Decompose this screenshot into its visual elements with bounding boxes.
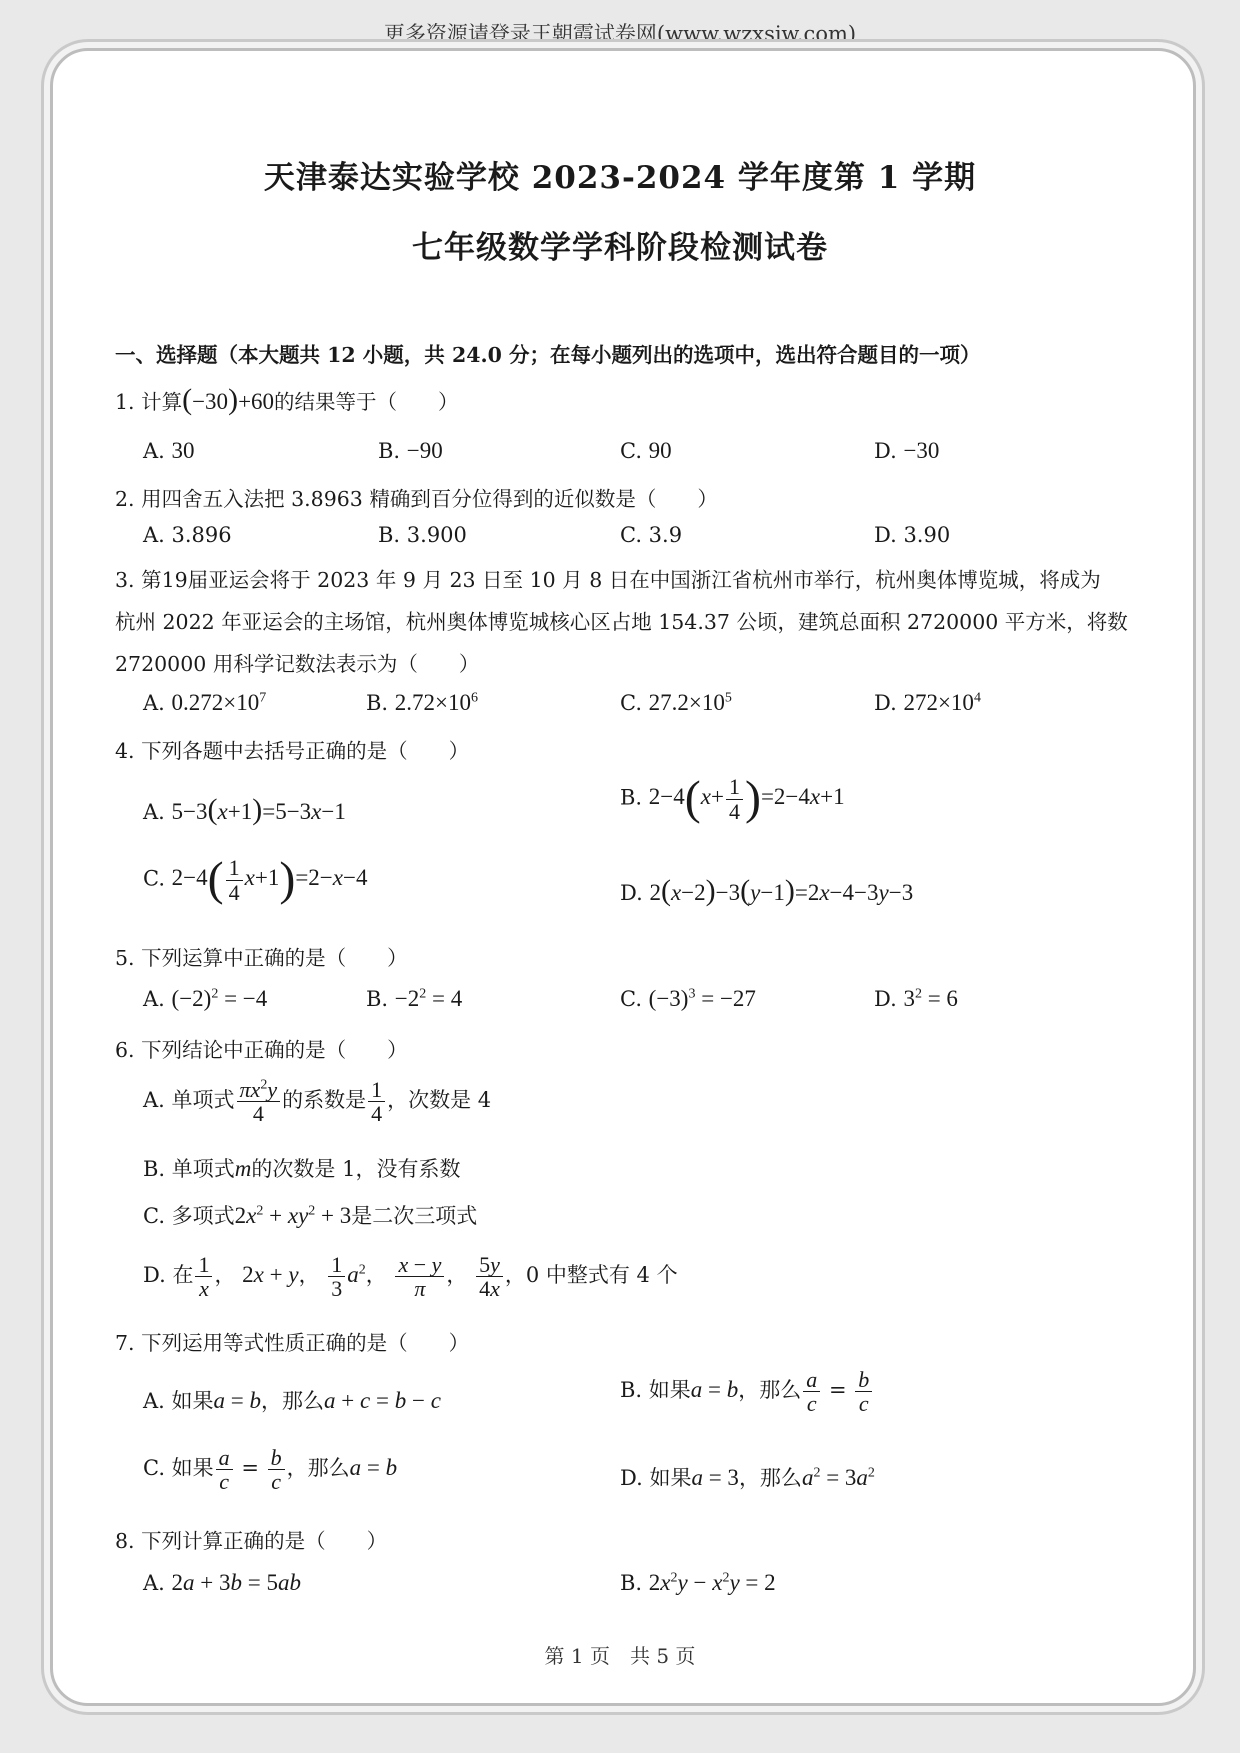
question-7: 7. 下列运用等式性质正确的是（ ） (115, 1331, 470, 1355)
exam-subtitle: 七年级数学学科阶段检测试卷 (412, 230, 828, 266)
q8-option-a: A. 2a + 3b = 5ab (143, 1570, 301, 1595)
q3-option-a: A. $0.272\times 10^7$ (143, 690, 267, 715)
question-3-line-3: 2720000 用科学记数法表示为（ ） (115, 652, 480, 676)
q1-expression: (−30)+60 (182, 383, 275, 416)
q4-option-a: A. 5−3(x+1)=5−3x−1 (143, 793, 346, 826)
question-6: 6. 下列结论中正确的是（ ） (115, 1038, 408, 1062)
q6-option-c: C. 多项式$2x^2 + xy^2 + 3$是二次三项式 (143, 1203, 478, 1228)
q1-option-b: B. −90 (378, 438, 443, 463)
q4-option-c: C. 2−4( $\frac{1}{4}$ x+1)=2−x−4 (143, 853, 368, 906)
q8-option-b: B. $2x^2y - x^2y = 2$ (620, 1570, 776, 1595)
q4-option-b: B. 2−4(x+ $\frac{1}{4}$ )=2−4x+1 (620, 772, 845, 825)
q5-option-d: D. $3^2 = 6$ (874, 986, 958, 1011)
q5-option-c: C. $(-3)^3 = -27$ (620, 986, 756, 1011)
q3-option-c: C. $27.2\times 10^5$ (620, 690, 732, 715)
q6-option-b: B. 单项式m的次数是 1，没有系数 (143, 1156, 461, 1181)
q7-option-b: B. 如果a = b，那么 $\frac{a}{c}$ = $\frac{b}{c}$ (620, 1368, 874, 1415)
q1-option-d: D. −30 (874, 438, 940, 463)
section-heading: 一、选择题（本大题共 12 小题，共 24.0 分；在每小题列出的选项中，选出符合题目的一项） (115, 343, 981, 367)
q6-option-a: A. 单项式 $\frac{\pi x^2y}{4}$ 的系数是 $\frac{1}{4}$ ，次数是 4 (143, 1077, 492, 1127)
q2-option-c: C. 3.9 (620, 523, 683, 547)
q1-stem-pre: 1. 计算 (115, 390, 183, 414)
q3-option-d: D. $272\times 10^4$ (874, 690, 981, 715)
q3-option-b: B. $2.72\times 10^6$ (366, 690, 479, 715)
q7-option-c: C. 如果 $\frac{a}{c}$ = $\frac{b}{c}$ ，那么a = b (143, 1445, 398, 1495)
q4-option-d: D. 2(x−2)−3(y−1)=2x−4−3y−3 (620, 874, 914, 907)
question-8: 8. 下列计算正确的是（ ） (115, 1529, 388, 1553)
q2-option-d: D. 3.90 (874, 523, 951, 547)
header-note: 更多资源请登录王朝霞试卷网(www.wzxsjw.com) (383, 22, 857, 46)
q5-option-b: B. $-2^2 = 4$ (366, 986, 463, 1011)
q7-option-a: A. 如果a = b，那么a + c = b − c (143, 1388, 441, 1413)
q2-option-a: A. 3.896 (143, 523, 232, 547)
q1-stem-post: 的结果等于（ ） (274, 390, 459, 414)
q7-option-d: D. 如果a = 3，那么$a^2 = 3a^2$ (620, 1465, 875, 1490)
question-3-line-2: 杭州 2022 年亚运会的主场馆，杭州奥体博览城核心区占地 154.37 公顷，建筑总面积 2720000 平方米，将数 (115, 610, 1128, 634)
question-3-line-1: 3. 第19届亚运会将于 2023 年 9 月 23 日至 10 月 8 日在中国浙江省杭州市举行，杭州奥体博览城，将成为 (115, 568, 1101, 592)
question-5: 5. 下列运算中正确的是（ ） (115, 946, 408, 970)
question-1 (115, 383, 459, 417)
exam-title: 天津泰达实验学校 2023-2024 学年度第 1 学期 (263, 160, 977, 196)
q1-option-c: C. 90 (620, 438, 672, 463)
page-footer: 第 1 页 共 5 页 (544, 1644, 696, 1668)
q5-option-a: A. $(-2)^2 = -4$ (143, 986, 268, 1011)
question-2: 2. 用四舍五入法把 3.8963 精确到百分位得到的近似数是（ ） (115, 487, 718, 511)
q6-option-d: D. 在 $\frac{1}{x}$ ， 2x + y， $\frac{1}{3}$ $a^2$， $\frac{x - y}{\pi}$ ， $\frac{5y}{4x}$ ，0 中整式有 4 个 (143, 1252, 678, 1302)
q1-option-a: A. 30 (143, 438, 195, 463)
question-4: 4. 下列各题中去括号正确的是（ ） (115, 739, 470, 763)
q2-option-b: B. 3.900 (378, 523, 467, 547)
